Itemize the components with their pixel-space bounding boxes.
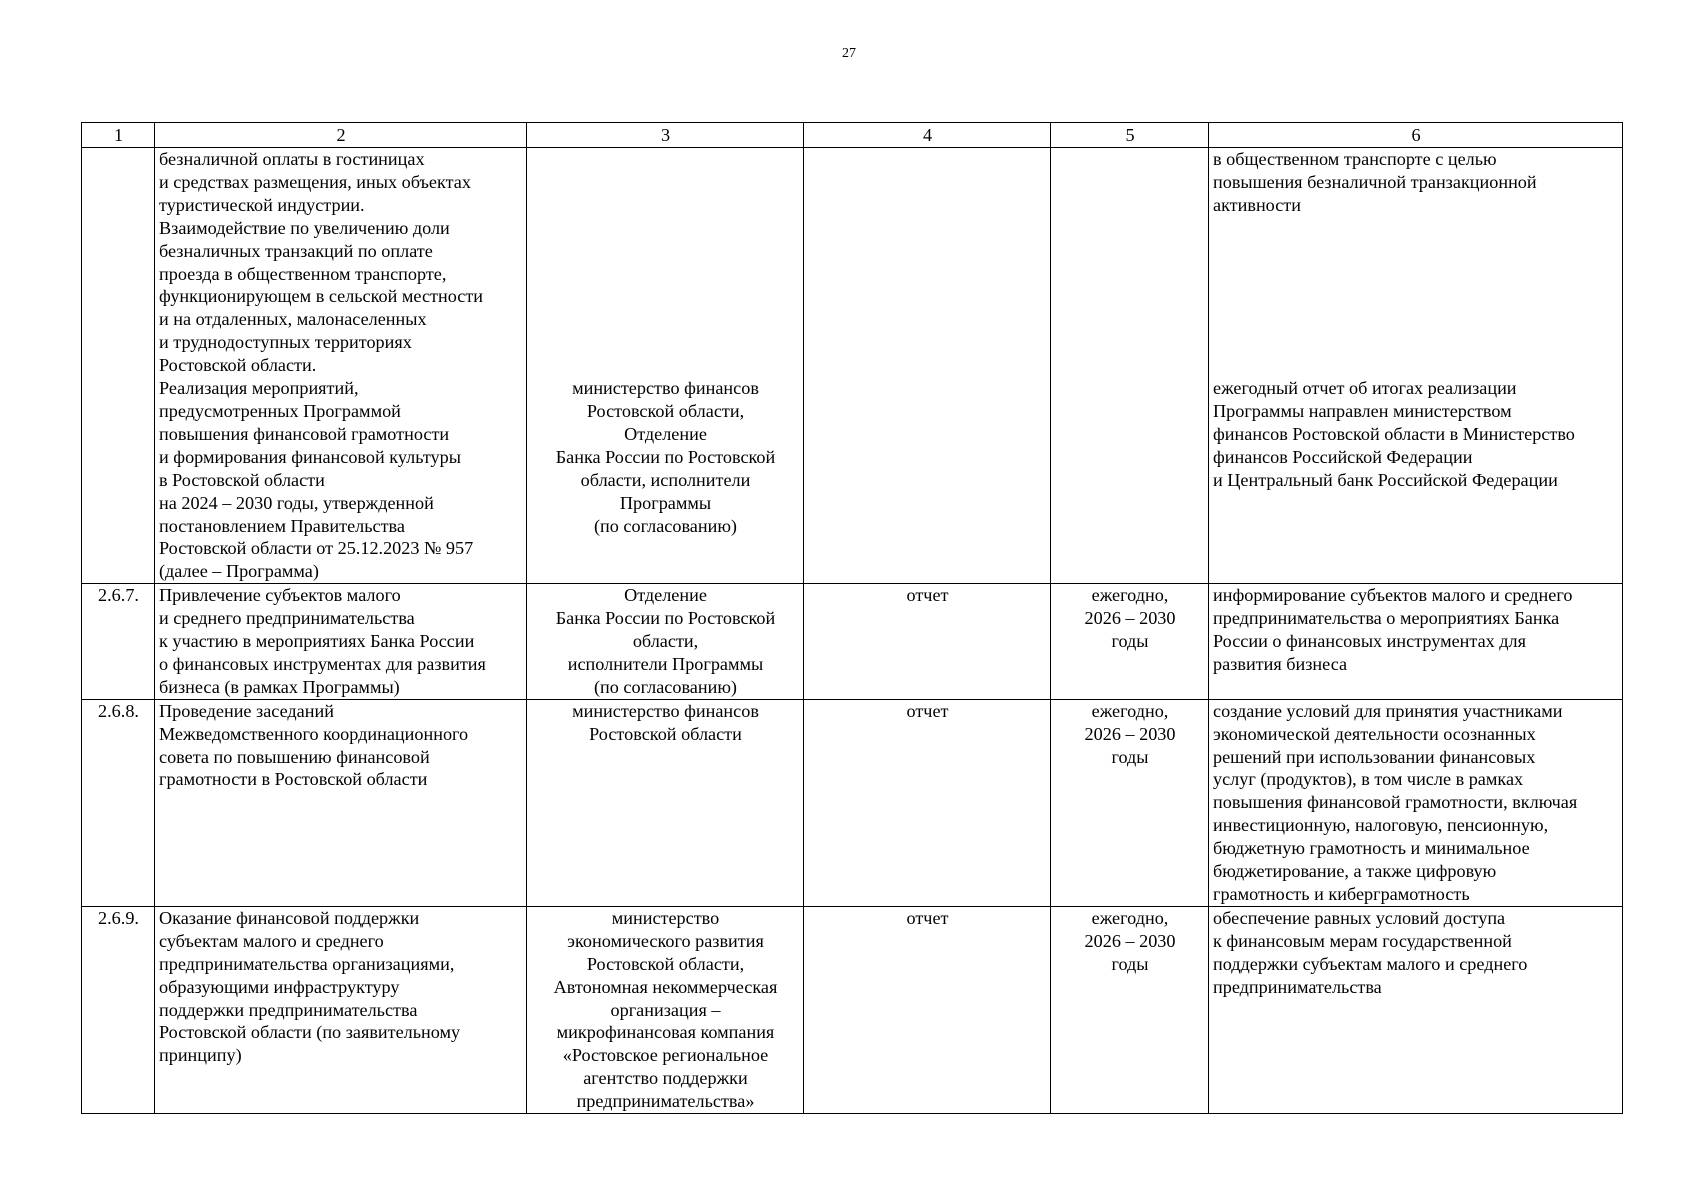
table-row xyxy=(82,148,1623,584)
table-header-row xyxy=(82,123,1623,148)
executor-cell: Отделение Банка России по Ростовской области, исполнители Программы (по согласованию) xyxy=(527,584,804,700)
header-cell-5: 5 xyxy=(1051,123,1209,148)
header-cell-6: 6 xyxy=(1209,123,1623,148)
table-row xyxy=(82,584,1623,700)
result-cell: создание условий для принятия участниками экономической деятельности осознанных решений при использовании финансовых услуг (продуктов), в том числе в рамках повышения финансовой грамотности, включая инвестиционную, налоговую, пенсионную, бюджетную грамотность и минимальное бюджетирование, а также цифровую грамотность и киберграмотность xyxy=(1209,699,1623,906)
executor-cell: министерство экономического развития Ростовской области, Автономная некоммерческая организация – микрофинансовая компания «Ростовское региональное агентство поддержки предпринимательства» xyxy=(527,906,804,1113)
term-cell: ежегодно, 2026 – 2030 годы xyxy=(1051,699,1209,906)
term-cell: ежегодно, 2026 – 2030 годы xyxy=(1051,584,1209,700)
row-number xyxy=(82,148,155,584)
result-cell: в общественном транспорте с целью повышения безналичной транзакционной активности ежегодный отчет об итогах реализации Программы направлен министерством финансов Ростовской области в Министерство финансов Российской Федерации и Центральный банк Российской Федерации xyxy=(1209,148,1623,584)
header-cell-3: 3 xyxy=(527,123,804,148)
term-cell xyxy=(1051,148,1209,584)
header-cell-1: 1 xyxy=(82,123,155,148)
plan-table xyxy=(81,122,1623,1114)
term-cell: ежегодно, 2026 – 2030 годы xyxy=(1051,906,1209,1113)
table-row xyxy=(82,906,1623,1113)
executor-cell: министерство финансов Ростовской области xyxy=(527,699,804,906)
measure-cell: Проведение заседаний Межведомственного координационного совета по повышению финансовой грамотности в Ростовской области xyxy=(155,699,527,906)
measure-cell: Оказание финансовой поддержки субъектам малого и среднего предпринимательства организациями, образующими инфраструктуру поддержки предпринимательства Ростовской области (по заявительному принципу) xyxy=(155,906,527,1113)
header-cell-2: 2 xyxy=(155,123,527,148)
result-cell: обеспечение равных условий доступа к финансовым мерам государственной поддержки субъектам малого и среднего предпринимательства xyxy=(1209,906,1623,1113)
executor-cell: министерство финансов Ростовской области, Отделение Банка России по Ростовской области, исполнители Программы (по согласованию) xyxy=(527,148,804,584)
form-cell: отчет xyxy=(804,584,1051,700)
row-number: 2.6.8. xyxy=(82,699,155,906)
result-cell: информирование субъектов малого и среднего предпринимательства о мероприятиях Банка России о финансовых инструментах для развития бизнеса xyxy=(1209,584,1623,700)
measure-cell: безналичной оплаты в гостиницах и средствах размещения, иных объектах туристической индустрии. Взаимодействие по увеличению доли безналичных транзакций по оплате проезда в общественном транспорте, функционирующем в сельской местности и на отдаленных, малонаселенных и труднодоступных территориях Ростовской области. Реализация мероприятий, предусмотренных Программой повышения финансовой грамотности и формирования финансовой культуры в Ростовской области на 2024 – 2030 годы, утвержденной постановлением Правительства Ростовской области от 25.12.2023 № 957 (далее – Программа) xyxy=(155,148,527,584)
row-number: 2.6.9. xyxy=(82,906,155,1113)
form-cell xyxy=(804,148,1051,584)
row-number: 2.6.7. xyxy=(82,584,155,700)
page-number: 27 xyxy=(842,46,856,61)
form-cell: отчет xyxy=(804,699,1051,906)
form-cell: отчет xyxy=(804,906,1051,1113)
measure-cell: Привлечение субъектов малого и среднего предпринимательства к участию в мероприятиях Банка России о финансовых инструментах для развития бизнеса (в рамках Программы) xyxy=(155,584,527,700)
table-row xyxy=(82,699,1623,906)
header-cell-4: 4 xyxy=(804,123,1051,148)
